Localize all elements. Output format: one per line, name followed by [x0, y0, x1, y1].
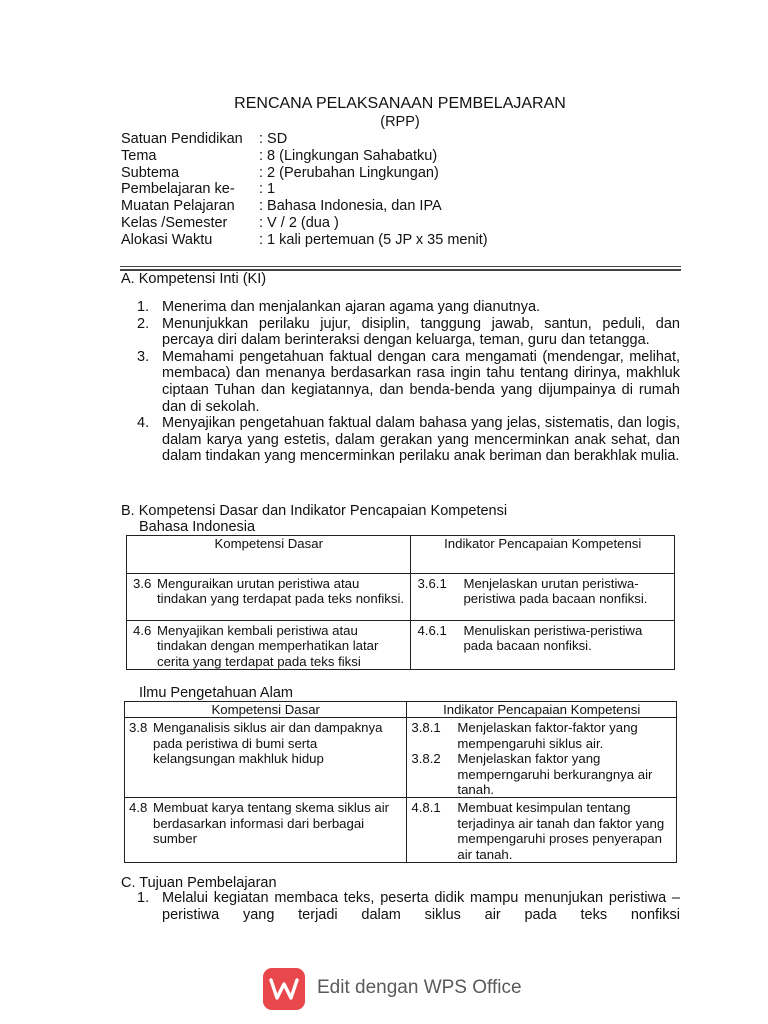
table-header-row: [127, 536, 675, 574]
kd-table-ipa: [124, 701, 677, 863]
kd-cell: [127, 621, 411, 670]
indicator-number: 3.8.1: [411, 720, 441, 736]
meta-value: : Bahasa Indonesia, dan IPA: [259, 198, 442, 215]
indicator-text: Membuat kesimpulan tentang terjadinya air tanah dan faktor yang mempengaruhi proses penyerapan air tanah.: [457, 800, 665, 862]
list-text: Menyajikan pengetahuan faktual dalam bahasa yang jelas, sistematis, dan logis, dalam karya yang estetis, dalam gerakan yang mencerminkan anak sehat, dan dalam tindakan yang mencerminkan perilaku anak beriman dan berakhlak mulia.: [162, 415, 680, 465]
column-header-indikator: Indikator Pencapaian Kompetensi: [411, 536, 675, 574]
list-number: 1.: [137, 299, 150, 315]
indicator-text: Menuliskan peristiwa-peristiwa pada bacaan nonfiksi.: [463, 623, 643, 654]
meta-key: Tema: [121, 147, 157, 164]
kd-number: 4.6: [133, 623, 152, 638]
list-item: [137, 299, 680, 316]
indicator-cell: [407, 798, 677, 863]
list-number: 3.: [137, 348, 150, 365]
meta-key: Satuan Pendidikan: [121, 131, 243, 147]
kd-number: 3.6: [133, 576, 152, 591]
list-text: Memahami pengetahuan faktual dengan cara mengamati (mendengar, melihat, membaca) dan menanya berdasarkan rasa ingin tahu tentang dirinya, makhluk ciptaan Tuhan dan kegiatannya, dan benda-benda yang dijumpainya di rumah dan di sekolah.: [162, 348, 680, 415]
meta-row: [121, 181, 488, 198]
column-header-kd: Kompetensi Dasar: [125, 702, 407, 718]
list-item: [137, 316, 680, 349]
list-text: Menerima dan menjalankan ajaran agama yang dianutnya.: [162, 299, 541, 315]
document-subtitle: (RPP): [380, 114, 420, 130]
subject-heading-bahasa: Bahasa Indonesia: [139, 519, 256, 535]
meta-key: Alokasi Waktu: [121, 231, 213, 248]
wps-footer-banner: [0, 965, 768, 1024]
indicator-number: 3.6.1: [417, 576, 447, 591]
list-number: 4.: [137, 415, 150, 432]
meta-key: Subtema: [121, 164, 180, 181]
kd-text: Membuat karya tentang skema siklus air berdasarkan informasi dari berbagai sumber: [153, 800, 390, 847]
table-row: [125, 718, 677, 798]
divider-line: [120, 266, 681, 267]
meta-row: [121, 198, 488, 215]
list-text: Menunjukkan perilaku jujur, disiplin, tanggung jawab, santun, peduli, dan percaya diri dalam berinteraksi dengan keluarga, teman, guru dan tetangga.: [162, 315, 680, 349]
indicator-cell: [411, 574, 675, 621]
meta-value: : SD: [259, 131, 288, 147]
kd-number: 4.8: [129, 800, 148, 816]
meta-value: : 1 kali pertemuan (5 JP x 35 menit): [259, 231, 488, 248]
meta-key: Muatan Pelajaran: [121, 198, 235, 215]
subject-heading-ipa: Ilmu Pengetahuan Alam: [139, 685, 293, 701]
list-item: [137, 890, 680, 924]
kd-number: 3.8: [129, 720, 148, 736]
section-a-heading: A. Kompetensi Inti (KI): [121, 271, 267, 287]
kd-table-bahasa: [126, 535, 675, 670]
table-row: [127, 621, 675, 670]
column-header-kd: Kompetensi Dasar: [127, 536, 411, 574]
kd-text: Menyajikan kembali peristiwa atau tindakan dengan memperhatikan latar cerita yang terdapat pada teks fiksi: [157, 623, 379, 669]
list-number: 1.: [137, 890, 150, 906]
meta-value: : 8 (Lingkungan Sahabatku): [259, 147, 438, 164]
document-title: RENCANA PELAKSANAAN PEMBELAJARAN: [234, 95, 566, 112]
list-item: [137, 415, 680, 465]
meta-row: [121, 165, 488, 182]
section-c-heading: C. Tujuan Pembelajaran: [121, 875, 277, 891]
list-item: [137, 349, 680, 415]
indicator-number: 4.8.1: [411, 800, 441, 816]
tujuan-list: [137, 890, 680, 924]
kd-cell: [125, 798, 407, 863]
edit-with-wps-link[interactable]: Edit dengan WPS Office: [317, 977, 522, 998]
table-header-row: [125, 702, 677, 718]
wps-w-icon[interactable]: [263, 968, 305, 1010]
meta-value: : 2 (Perubahan Lingkungan): [259, 164, 439, 181]
indicator-text: Menjelaskan faktor yang memperngaruhi berkurangnya air tanah.: [457, 751, 653, 798]
list-text: Melalui kegiatan membaca teks, peserta didik mampu menunjukan peristiwa – peristiwa yang terjadi dalam siklus air pada teks nonfiksi: [162, 890, 680, 923]
table-row: [127, 574, 675, 621]
indicator-number: 4.6.1: [417, 623, 447, 638]
table-row: [125, 798, 677, 863]
meta-key: Kelas /Semester: [121, 214, 228, 231]
list-number: 2.: [137, 315, 150, 332]
meta-value: : V / 2 (dua ): [259, 214, 339, 231]
indicator-cell: [411, 621, 675, 670]
identity-block: [121, 131, 488, 249]
section-b-heading: B. Kompetensi Dasar dan Indikator Pencapaian Kompetensi: [121, 503, 508, 519]
meta-row: [121, 215, 488, 232]
meta-row: [121, 232, 488, 249]
kd-text: Menganalisis siklus air dan dampaknya pada peristiwa di bumi serta kelangsungan makhluk hidup: [153, 720, 383, 767]
meta-row: [121, 131, 488, 148]
meta-key: Pembelajaran ke-: [121, 181, 235, 198]
wps-w-glyph: [269, 976, 299, 1002]
indicator-number: 3.8.2: [411, 751, 441, 767]
indicator-text: Menjelaskan faktor-faktor yang mempengaruhi siklus air.: [457, 720, 638, 751]
indicator-cell: [407, 718, 677, 798]
indicator-text: Menjelaskan urutan peristiwa-peristiwa pada bacaan nonfiksi.: [463, 576, 648, 607]
kd-cell: [125, 718, 407, 798]
kd-text: Menguraikan urutan peristiwa atau tindakan yang terdapat pada teks nonfiksi.: [157, 576, 405, 607]
column-header-indikator: Indikator Pencapaian Kompetensi: [407, 702, 677, 718]
meta-value: : 1: [259, 181, 276, 198]
kd-cell: [127, 574, 411, 621]
meta-row: [121, 148, 488, 165]
ki-list: [137, 299, 680, 465]
